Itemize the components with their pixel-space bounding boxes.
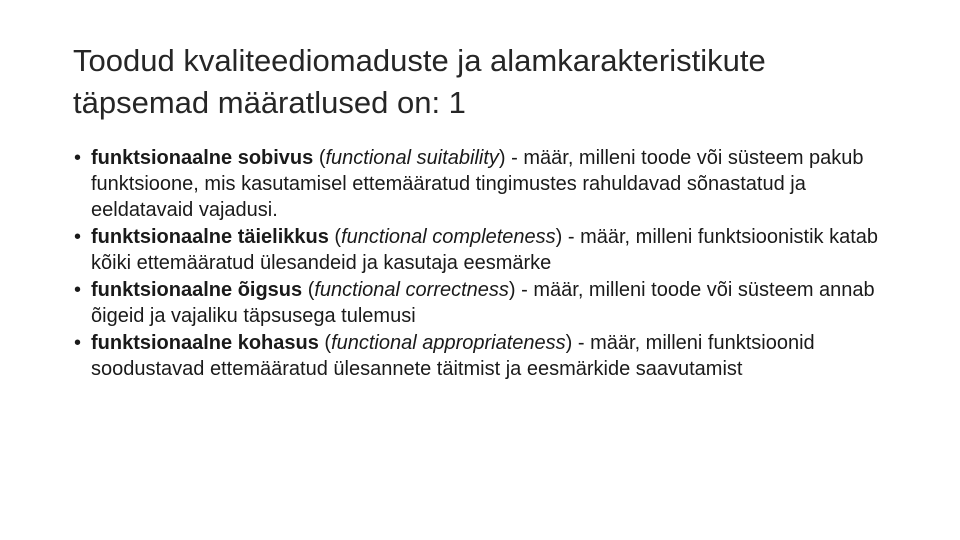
slide-title: Toodud kvaliteediomaduste ja alamkarakteristikute täpsemad määratlused on: 1 <box>73 43 766 120</box>
bullet-english-term: functional suitability <box>325 147 499 169</box>
bullet-item-functional-appropriateness <box>74 330 884 382</box>
bullet-icon: • <box>74 226 82 248</box>
bullet-term: funktsionaalne kohasus <box>91 332 319 354</box>
bullet-term: funktsionaalne täielikkus <box>91 226 329 248</box>
bullet-term: funktsionaalne õigsus <box>91 279 303 301</box>
bullet-icon: • <box>74 332 82 354</box>
bullet-icon: • <box>74 147 82 169</box>
bullet-definition: ) - määr, milleni toode või süsteem pakub funktsioone, mis kasutamisel ettemääratud tingimustes rahuldavad sõnastatud ja eeldatavaid vajadusi. <box>91 147 864 221</box>
bullet-open-paren: ( <box>318 332 332 354</box>
bullet-english-term: functional appropriateness <box>331 332 566 354</box>
bullet-term: funktsionaalne sobivus <box>91 147 314 169</box>
bullet-item-functional-suitability <box>74 145 884 223</box>
bullet-item-functional-correctness <box>74 277 884 329</box>
bullet-definition: ) - määr, milleni funktsioonistik katab kõiki ettemääratud ülesandeid ja kasutaja eesmärke <box>91 226 878 274</box>
bullet-open-paren: ( <box>328 226 342 248</box>
bullet-open-paren: ( <box>313 147 326 169</box>
bullet-item-functional-completeness <box>74 224 884 276</box>
bullet-list <box>74 145 884 383</box>
bullet-english-term: functional completeness <box>341 226 556 248</box>
bullet-definition: ) - määr, milleni funktsioonid soodustavad ettemääratud ülesannete täitmist ja eesmärkide saavutamist <box>91 332 815 380</box>
bullet-english-term: functional correctness <box>314 279 509 301</box>
bullet-open-paren: ( <box>302 279 315 301</box>
bullet-definition: ) - määr, milleni toode või süsteem annab õigeid ja vajaliku täpsusega tulemusi <box>91 279 875 327</box>
bullet-icon: • <box>74 279 82 301</box>
